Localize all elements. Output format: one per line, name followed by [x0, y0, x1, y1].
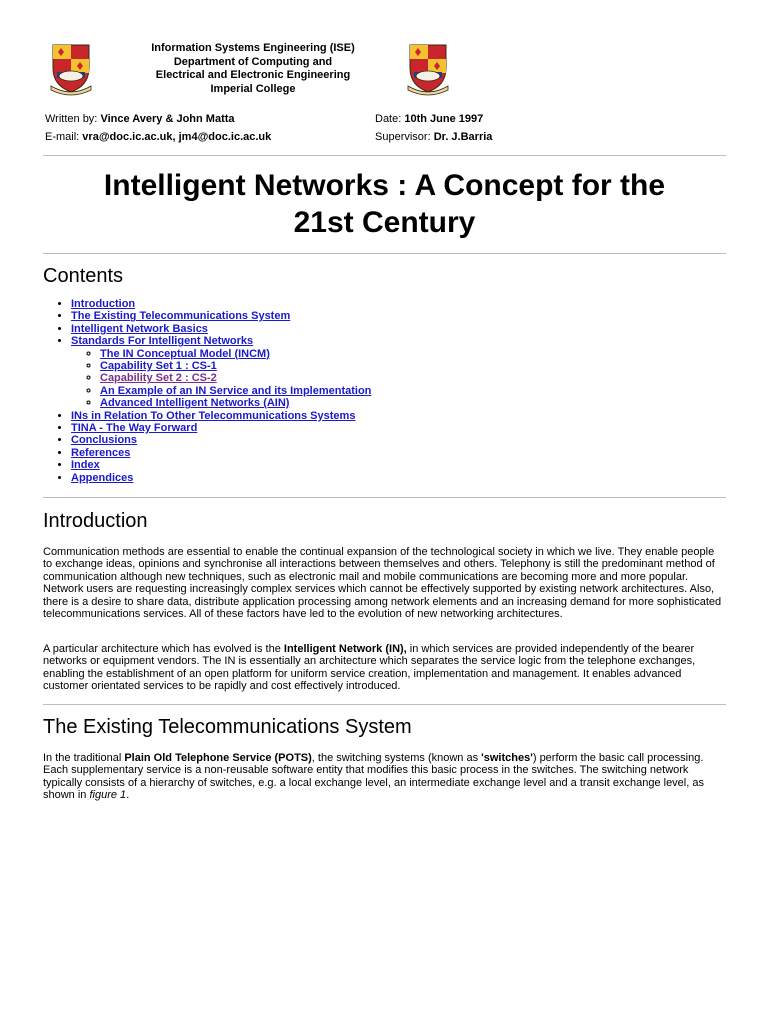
institution-line: Information Systems Engineering (ISE) — [151, 42, 355, 54]
title-line: 21st Century — [293, 206, 476, 239]
email-label: E-mail: — [45, 131, 80, 143]
table-of-contents — [43, 298, 371, 484]
toc-item — [71, 459, 371, 471]
toc-link-conclusions[interactable]: Conclusions — [71, 434, 138, 447]
toc-item — [71, 422, 371, 434]
imperial-college-crest-icon — [47, 42, 95, 96]
term-switches: 'switches' — [481, 752, 533, 764]
toc-item — [71, 434, 371, 446]
toc-item — [71, 447, 371, 459]
imperial-college-crest-icon — [404, 42, 452, 96]
toc-item — [71, 335, 371, 409]
institution-line: Department of Computing and — [173, 55, 333, 68]
toc-item — [71, 410, 371, 422]
text-run: . — [126, 789, 130, 802]
date-meta — [375, 110, 492, 146]
date-label: Date: — [375, 113, 402, 125]
text-run: ) perform the basic call processing. Each supplementary service is a non-reusable software entity that modifies this basic process in the switches. The switching network typically consists of a hierarchy of switches, e.g. a local exchange level, an intermediate exchange level and a transit exchange level, as shown in — [43, 752, 704, 802]
introduction-paragraph: Communication methods are essential to enable the continual expansion of the technological society in which we live. They enable people to exchange ideas, opinions and synchronise all interactions between themselves and others. Telephony is still the predominant method of communication although new techniques, such as electronic mail and mobile communications are becoming more and more popular. Network users are requesting increasingly complex services which cannot be effectively supported by existing network architectures. Also, there is a desire to share data, distribute application processing among network elements and an increasing demand for more sophisticated telecommunications services. All of these factors have led to the evolution of new networking architectures. — [43, 546, 722, 621]
text-run: in which services are provided independently of the bearer networks or equipment vendors. The IN is essentially an architecture which separates the service logic from the telephone exchanges, enabling the establishment of an open platform for uniform service creation, implementation and management. It enables advanced customer orientated services to be rapidly and cost effectively introduced. — [43, 643, 696, 693]
toc-item — [71, 472, 371, 484]
divider — [43, 253, 726, 254]
toc-link-in-example[interactable]: An Example of an IN Service and its Implementation — [100, 384, 372, 397]
toc-link-index[interactable]: Index — [71, 459, 100, 472]
page-title — [43, 167, 726, 241]
toc-link-in-basics[interactable]: Intelligent Network Basics — [71, 322, 208, 335]
divider — [43, 155, 726, 156]
date-value: 10th June 1997 — [404, 113, 484, 125]
toc-link-incm[interactable]: The IN Conceptual Model (INCM) — [100, 347, 270, 360]
divider — [43, 704, 726, 705]
toc-link-ins-relation[interactable]: INs in Relation To Other Telecommunications Systems — [71, 409, 356, 422]
toc-link-references[interactable]: References — [71, 446, 131, 459]
term-pots: Plain Old Telephone Service (POTS) — [124, 752, 312, 764]
toc-link-cs2[interactable]: Capability Set 2 : CS-2 — [100, 372, 217, 385]
toc-item — [71, 310, 371, 322]
header — [43, 40, 726, 108]
toc-subitem — [100, 397, 371, 409]
authors: Vince Avery & John Matta — [100, 113, 235, 125]
text-run: A particular architecture which has evolved is the — [43, 643, 284, 655]
toc-item — [71, 298, 371, 310]
existing-system-heading: The Existing Telecommunications System — [43, 716, 412, 738]
institution-line: Imperial College — [210, 82, 296, 95]
term-intelligent-network: Intelligent Network (IN), — [283, 643, 407, 655]
institution-block — [123, 42, 383, 96]
toc-link-introduction[interactable]: Introduction — [71, 298, 136, 310]
toc-sublist — [71, 348, 371, 410]
title-line: Intelligent Networks : A Concept for the — [103, 169, 666, 202]
toc-link-tina[interactable]: TINA - The Way Forward — [71, 422, 198, 435]
toc-subitem — [100, 348, 371, 360]
toc-subitem — [100, 385, 371, 397]
toc-item — [71, 323, 371, 335]
toc-link-ain[interactable]: Advanced Intelligent Networks (AIN) — [100, 397, 290, 410]
toc-subitem — [100, 372, 371, 384]
toc-link-appendices[interactable]: Appendices — [71, 471, 134, 484]
author-meta — [45, 110, 271, 146]
toc-link-standards[interactable]: Standards For Intelligent Networks — [71, 335, 254, 348]
introduction-heading: Introduction — [43, 510, 148, 532]
toc-link-cs1[interactable]: Capability Set 1 : CS-1 — [100, 360, 217, 373]
text-run: In the traditional — [43, 752, 125, 764]
existing-system-paragraph — [43, 752, 726, 802]
text-run: , the switching systems (known as — [311, 752, 482, 764]
divider — [43, 497, 726, 498]
toc-link-existing-system[interactable]: The Existing Telecommunications System — [71, 310, 291, 323]
figure-reference: figure 1 — [89, 789, 127, 802]
contents-heading: Contents — [43, 265, 124, 287]
written-by-label: Written by: — [45, 113, 98, 125]
toc-subitem — [100, 360, 371, 372]
emails: vra@doc.ic.ac.uk, jm4@doc.ic.ac.uk — [82, 131, 272, 143]
supervisor-label: Supervisor: — [375, 131, 431, 143]
supervisor-value: Dr. J.Barria — [433, 131, 493, 143]
institution-line: Electrical and Electronic Engineering — [155, 69, 351, 81]
introduction-paragraph — [43, 643, 726, 693]
